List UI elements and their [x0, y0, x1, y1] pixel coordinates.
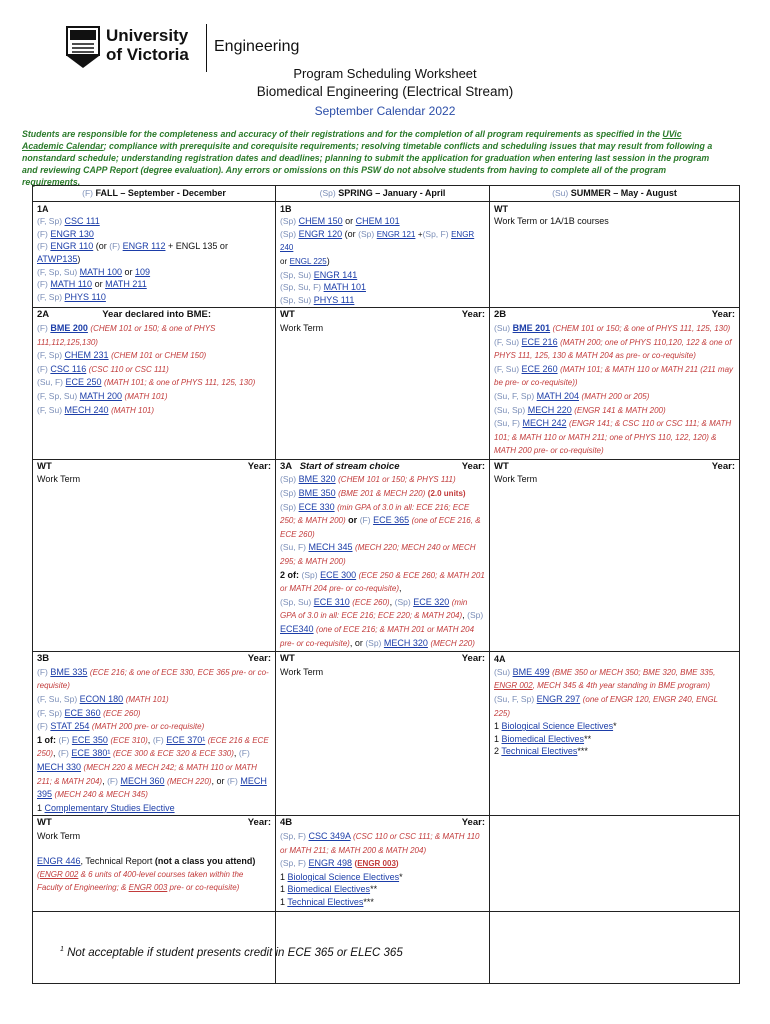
faculty-name: Engineering — [214, 38, 300, 55]
term-empty-4 — [490, 912, 740, 984]
schedule-table — [32, 185, 740, 984]
term-4b: 4B Year: (Sp, F) CSC 349A (CSC 110 or CSC 111; & MATH 110 or MATH 211; & MATH 200 & MATH 204) (Sp, F) ENGR 498 (ENGR 003) 1 Biological Science Electives* 1 Biomedical Electives** 1 Technical Electives*** — [276, 816, 490, 912]
term-1a: 1A (F, Sp) CSC 111 (F) ENGR 130 (F) ENGR 110 (or (F) ENGR 112 + ENGL 135 or ATWP135) (F, Sp, Su) MATH 100 or 109 (F) MATH 110 or MATH 211 (F, Sp) PHYS 110 — [33, 201, 276, 308]
term-wt-2: WT Year: Work Term — [276, 308, 490, 460]
term-empty-1 — [490, 816, 740, 912]
term-3b: 3B Year: (F) BME 335 (ECE 216; & one of ECE 330, ECE 365 pre- or co-requisite) (F, Su, Sp) ECON 180 (MATH 101) (F, Sp) ECE 360 (ECE 260) (F) STAT 254 (MATH 200 pre- or co-requisite) 1 of: (F) ECE 350 (ECE 310), (F) ECE 370¹ (ECE 216 & ECE 250), (F) ECE 380¹ (ECE 300 & ECE 320 & ECE 330), (F) MECH 330 (MECH 220 & MECH 242; & MATH 110 or MATH 211; & MATH 204), (F) MECH 360 (MECH 220), or (F) MECH 395 (MECH 240 & MECH 345) 1 Complementary Studies Elective — [33, 652, 276, 816]
term-3a: 3A Start of stream choice Year: (Sp) BME 320 (CHEM 101 or 150; & PHYS 111) (Sp) BME 350 (BME 201 & MECH 220) (2.0 units) (Sp) ECE 330 (min GPA of 3.0 in all: ECE 216; ECE 250; & MATH 200) or (F) ECE 365 (one of ECE 216, & ECE 260) (Su, F) MECH 345 (MECH 220; MECH 240 or MECH 295; & MATH 200) 2 of: (Sp) ECE 300 (ECE 250 & ECE 260; & MATH 201 or MATH 204 pre- or co-requisite), (Sp, Su) ECE 310 (ECE 260), (Sp) ECE 320 (min GPA of 3.0 in all: ECE 216; ECE 220; & MATH 204), (Sp) ECE340 (one of ECE 216; & MATH 201 or MATH 204 pre- or co-requisite), or (Sp) MECH 320 (MECH 220) — [276, 459, 490, 651]
fall-header: (F) FALL – September - December — [33, 186, 276, 202]
term-wt-3: WT Year: Work Term — [33, 459, 276, 651]
term-wt-5: WT Year: Work Term — [276, 652, 490, 816]
term-wt-6: WT Year: Work Term ENGR 446, Technical Report (not a class you attend) (ENGR 002 & 6 units of 400-level courses taken within the Faculty of Engineering; & ENGR 003 pre- or co-requisite) — [33, 816, 276, 912]
academic-calendar-link[interactable]: UVic Academic Calendar — [22, 129, 682, 151]
term-wt-4: WT Year: Work Term — [490, 459, 740, 651]
crest-icon — [66, 26, 100, 70]
worksheet-title: Program Scheduling Worksheet — [293, 66, 477, 81]
summer-header: (Su) SUMMER – May - August — [490, 186, 740, 202]
responsibility-notice: Students are responsible for the completeness and accuracy of their registrations and for the completion of all program requirements as specified in the UVic Academic Calendar; compliance with prerequisite and corequisite requirements; resolving timetable conflicts and scheduling issues that may result from following a nonstandard schedule; understanding registration dates and deadlines; planning to submit the application for graduation when entering last session in the program and reviewing CAPP Report (degree evaluation). Any errors or omissions on this PSW do not absolve students from having to complete all of the program requirements. — [22, 129, 713, 187]
university-name: University of Victoria — [106, 26, 189, 64]
term-2a: 2A Year declared into BME: (F) BME 200 (CHEM 101 or 150; & one of PHYS 111,112,125,130) (F, Sp) CHEM 231 (CHEM 101 or CHEM 150) (F) CSC 116 (CSC 110 or CSC 111) (Su, F) ECE 250 (MATH 101; & one of PHYS 111, 125, 130) (F, Sp, Su) MATH 200 (MATH 101) (F, Su) MECH 240 (MATH 101) — [33, 308, 276, 460]
term-2b: 2B Year: (Su) BME 201 (CHEM 101 or 150; & one of PHYS 111, 125, 130) (F, Su) ECE 216 (MATH 200; one of PHYS 110,120, 122 & one of PHYS 111, 125, 130 & MATH 204 as pre- or co-requisite) (F, Su) ECE 260 (MATH 101; & MATH 110 or MATH 211 (211 may be pre- or co-requisite)) (Su, F, Sp) MATH 204 (MATH 200 or 205) (Su, Sp) MECH 220 (ENGR 141 & MATH 200) (Su, F) MECH 242 (ENGR 141; & CSC 110 or CSC 111; & MATH 101; & MATH 110 or MATH 211; one of PHYS 110, 122, 120) & MATH 200 pre- or co-requisite) — [490, 308, 740, 460]
program-title: Biomedical Engineering (Electrical Stream) — [256, 84, 514, 99]
term-4a: 4A (Su) BME 499 (BME 350 or MECH 350; BME 320, BME 335, ENGR 002, MECH 345 & 4th year standing in BME program) (Su, F, Sp) ENGR 297 (one of ENGR 120, ENGR 240, ENGL 225) 1 Biological Science Electives* 1 Biomedical Electives** 2 Technical Electives*** — [490, 652, 740, 816]
term-1b: 1B (Sp) CHEM 150 or CHEM 101 (Sp) ENGR 120 (or (Sp) ENGR 121 +(Sp, F) ENGR 240 or ENGL 225) (Sp, Su) ENGR 141 (Sp, Su, F) MATH 101 (Sp, Su) PHYS 111 — [276, 201, 490, 308]
logo-divider — [206, 24, 207, 72]
calendar-year: September Calendar 2022 — [314, 104, 456, 118]
spring-header: (Sp) SPRING – January - April — [276, 186, 490, 202]
term-wt-1: WT Work Term or 1A/1B courses — [490, 201, 740, 308]
footnote: $^1$ Not acceptable if student presents credit in ECE 365 or ELEC 365 — [60, 946, 403, 959]
